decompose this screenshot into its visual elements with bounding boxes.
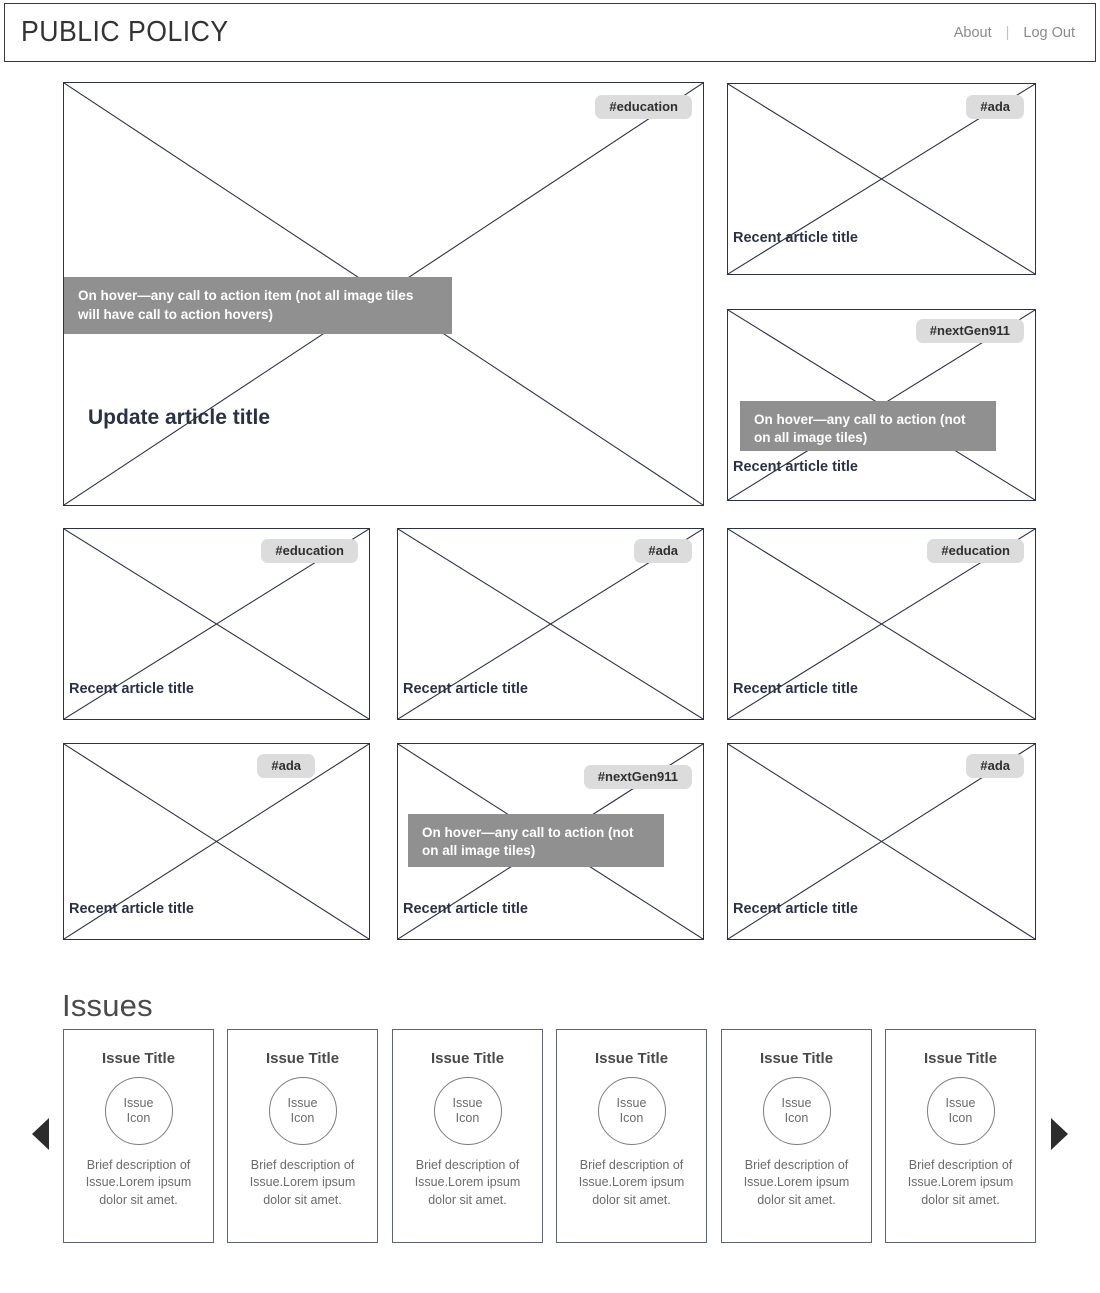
article-tile-hero[interactable] — [63, 82, 704, 506]
issue-icon-label-line2: Icon — [784, 1111, 809, 1125]
issue-card[interactable] — [556, 1029, 707, 1243]
issue-card-title: Issue Title — [265, 1050, 340, 1067]
carousel-next-arrow-icon[interactable] — [1051, 1118, 1068, 1150]
issue-card-description: Brief description of Issue.Lorem ipsum dolor sit amet. — [907, 1158, 1014, 1207]
tile-tag-badge[interactable]: #ada — [257, 754, 315, 778]
issue-icon-label-line2: Icon — [290, 1111, 315, 1125]
issue-card[interactable] — [63, 1029, 214, 1243]
site-header — [4, 3, 1096, 62]
site-brand-title: PUBLIC POLICY — [21, 16, 229, 48]
issue-icon-label-line1: Issue — [287, 1095, 318, 1110]
issue-card[interactable] — [227, 1029, 378, 1243]
nav-link-about[interactable]: About — [953, 24, 992, 41]
tile-article-title[interactable]: Recent article title — [733, 230, 858, 246]
issue-icon-label-line1: Issue — [945, 1095, 976, 1110]
tile-tag-badge[interactable]: #nextGen911 — [916, 319, 1024, 343]
tile-tag-badge[interactable]: #ada — [634, 539, 692, 563]
issue-card-description: Brief description of Issue.Lorem ipsum dolor sit amet. — [414, 1158, 521, 1207]
issue-card-title: Issue Title — [759, 1050, 834, 1067]
article-tile-middle-3[interactable] — [727, 528, 1036, 720]
issue-icon — [763, 1077, 831, 1145]
tile-article-title[interactable]: Recent article title — [69, 681, 194, 697]
article-tile-bottom-2[interactable] — [397, 743, 704, 940]
tile-article-title[interactable]: Recent article title — [733, 681, 858, 697]
issue-icon — [598, 1077, 666, 1145]
tile-article-title[interactable]: Recent article title — [69, 901, 194, 917]
issue-icon-label-line1: Issue — [616, 1095, 647, 1110]
article-tile-right-2[interactable] — [727, 309, 1036, 501]
tile-hover-cta[interactable]: On hover—any call to action (not on all image tiles) — [740, 401, 996, 451]
issue-card[interactable] — [885, 1029, 1036, 1243]
issue-icon — [105, 1077, 173, 1145]
issue-icon-label-line2: Icon — [455, 1111, 480, 1125]
issue-card[interactable] — [392, 1029, 543, 1243]
issue-icon-label-line1: Issue — [781, 1095, 812, 1110]
issue-card-description: Brief description of Issue.Lorem ipsum dolor sit amet. — [249, 1158, 356, 1207]
tile-hover-cta[interactable]: On hover—any call to action (not on all image tiles) — [408, 814, 664, 867]
issue-icon-label-line2: Icon — [126, 1111, 151, 1125]
issues-section-heading: Issues — [62, 988, 153, 1023]
issue-icon — [927, 1077, 995, 1145]
tile-hover-cta[interactable]: On hover—any call to action item (not all image tiles will have call to action hovers) — [64, 277, 452, 334]
issue-card-description: Brief description of Issue.Lorem ipsum dolor sit amet. — [85, 1158, 192, 1207]
issue-card[interactable] — [721, 1029, 872, 1243]
tile-tag-badge[interactable]: #education — [261, 539, 358, 563]
issue-card-description: Brief description of Issue.Lorem ipsum dolor sit amet. — [743, 1158, 850, 1207]
issue-card-title: Issue Title — [101, 1050, 176, 1067]
issue-icon-label-line2: Icon — [619, 1111, 644, 1125]
tile-article-title[interactable]: Recent article title — [403, 901, 528, 917]
tile-article-title[interactable]: Update article title — [88, 406, 271, 429]
issue-icon-label-line1: Issue — [452, 1095, 483, 1110]
tile-tag-badge[interactable]: #ada — [966, 95, 1024, 119]
tile-article-title[interactable]: Recent article title — [403, 681, 528, 697]
carousel-prev-arrow-icon[interactable] — [32, 1118, 49, 1150]
tile-tag-badge[interactable]: #nextGen911 — [584, 765, 692, 789]
article-tile-bottom-3[interactable] — [727, 743, 1036, 940]
nav-separator: | — [1005, 24, 1010, 41]
tile-tag-badge[interactable]: #education — [595, 95, 692, 119]
tile-tag-badge[interactable]: #education — [927, 539, 1024, 563]
article-tile-right-1[interactable] — [727, 83, 1036, 275]
tile-article-title[interactable]: Recent article title — [733, 459, 858, 475]
article-tile-middle-2[interactable] — [397, 528, 704, 720]
issue-icon — [269, 1077, 337, 1145]
header-nav — [954, 25, 1075, 41]
issue-card-title: Issue Title — [430, 1050, 505, 1067]
nav-link-log-out[interactable]: Log Out — [1023, 24, 1075, 41]
issue-card-title: Issue Title — [594, 1050, 669, 1067]
issue-card-title: Issue Title — [923, 1050, 998, 1067]
tile-article-title[interactable]: Recent article title — [733, 901, 858, 917]
tile-tag-badge[interactable]: #ada — [966, 754, 1024, 778]
article-tile-middle-1[interactable] — [63, 528, 370, 720]
issue-card-description: Brief description of Issue.Lorem ipsum dolor sit amet. — [578, 1158, 685, 1207]
issue-icon — [434, 1077, 502, 1145]
article-tile-bottom-1[interactable] — [63, 743, 370, 940]
issue-icon-label-line2: Icon — [948, 1111, 973, 1125]
issue-icon-label-line1: Issue — [123, 1095, 154, 1110]
